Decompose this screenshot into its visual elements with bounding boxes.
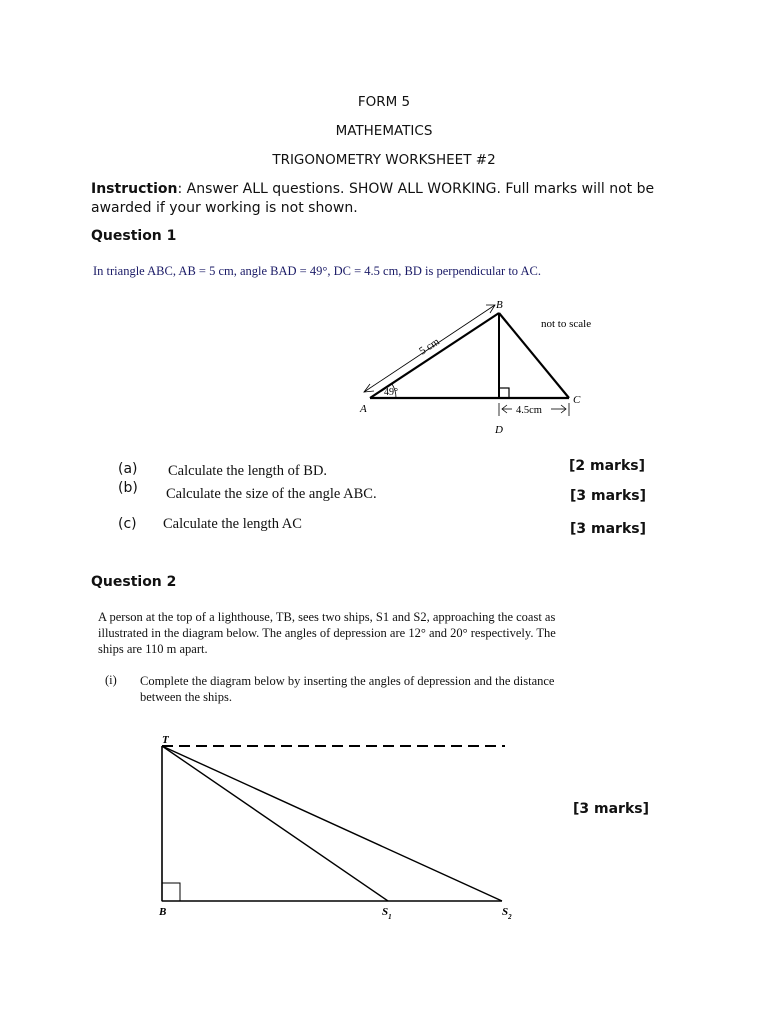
label-c: C [573, 394, 581, 406]
side-ab [370, 313, 499, 398]
right-angle-b [162, 883, 180, 901]
part-c-letter: (c) [118, 516, 137, 532]
label-ab-length: 5 cm [417, 335, 442, 358]
question-1-heading: Question 1 [91, 228, 177, 244]
question-2-heading: Question 2 [91, 574, 177, 590]
part-c-text: Calculate the length AC [163, 516, 302, 532]
right-angle-marker [499, 388, 509, 398]
label-angle-a: 49° [384, 387, 398, 398]
subject-heading: MATHEMATICS [335, 123, 433, 139]
triangle-abc-diagram [340, 292, 630, 442]
label-s2: $S_2$ [502, 906, 512, 921]
sight-line-s2 [162, 746, 502, 901]
question-2-marks: [3 marks] [573, 801, 649, 817]
label-d: D [495, 424, 503, 436]
label-a: A [360, 403, 367, 415]
part-a-text: Calculate the length of BD. [168, 463, 328, 479]
worksheet-title: TRIGONOMETRY WORKSHEET #2 [272, 152, 496, 168]
part-a-marks: [2 marks] [569, 458, 645, 474]
label-s1: $S_1$ [382, 906, 392, 921]
part-b-text: Calculate the size of the angle ABC. [166, 486, 377, 502]
label-b: B [496, 299, 503, 311]
lighthouse-diagram [150, 730, 530, 930]
part-i-number: (i) [105, 673, 117, 687]
label-dc-length: 4.5cm [516, 405, 542, 416]
part-b-letter: (b) [118, 480, 138, 496]
not-to-scale-note: not to scale [541, 318, 592, 330]
label-b-lighthouse: B [159, 906, 167, 918]
part-b-marks: [3 marks] [570, 488, 646, 504]
instruction-paragraph [91, 180, 691, 218]
question-2-intro: A person at the top of a lighthouse, TB, sees two ships, S1 and S2, approaching the coast as illustrated in the diagram below. The angles of depression are 12° and 20° respectively. The ships are 110 m apart. [98, 610, 556, 656]
instruction-text: : Answer ALL questions. SHOW ALL WORKING. Full marks will not be awarded if your working is not shown. [91, 181, 655, 216]
instruction-label: Instruction [91, 181, 178, 197]
question-1-intro: In triangle ABC, AB = 5 cm, angle BAD = 49°, DC = 4.5 cm, BD is perpendicular to AC. [93, 264, 541, 278]
part-a-letter: (a) [118, 461, 138, 477]
part-i-text: Complete the diagram below by inserting the angles of depression and the distance between the ships. [140, 674, 555, 704]
label-t: T [162, 734, 169, 746]
part-c-marks: [3 marks] [570, 521, 646, 537]
sight-line-s1 [162, 746, 388, 901]
form-heading: FORM 5 [357, 94, 411, 110]
